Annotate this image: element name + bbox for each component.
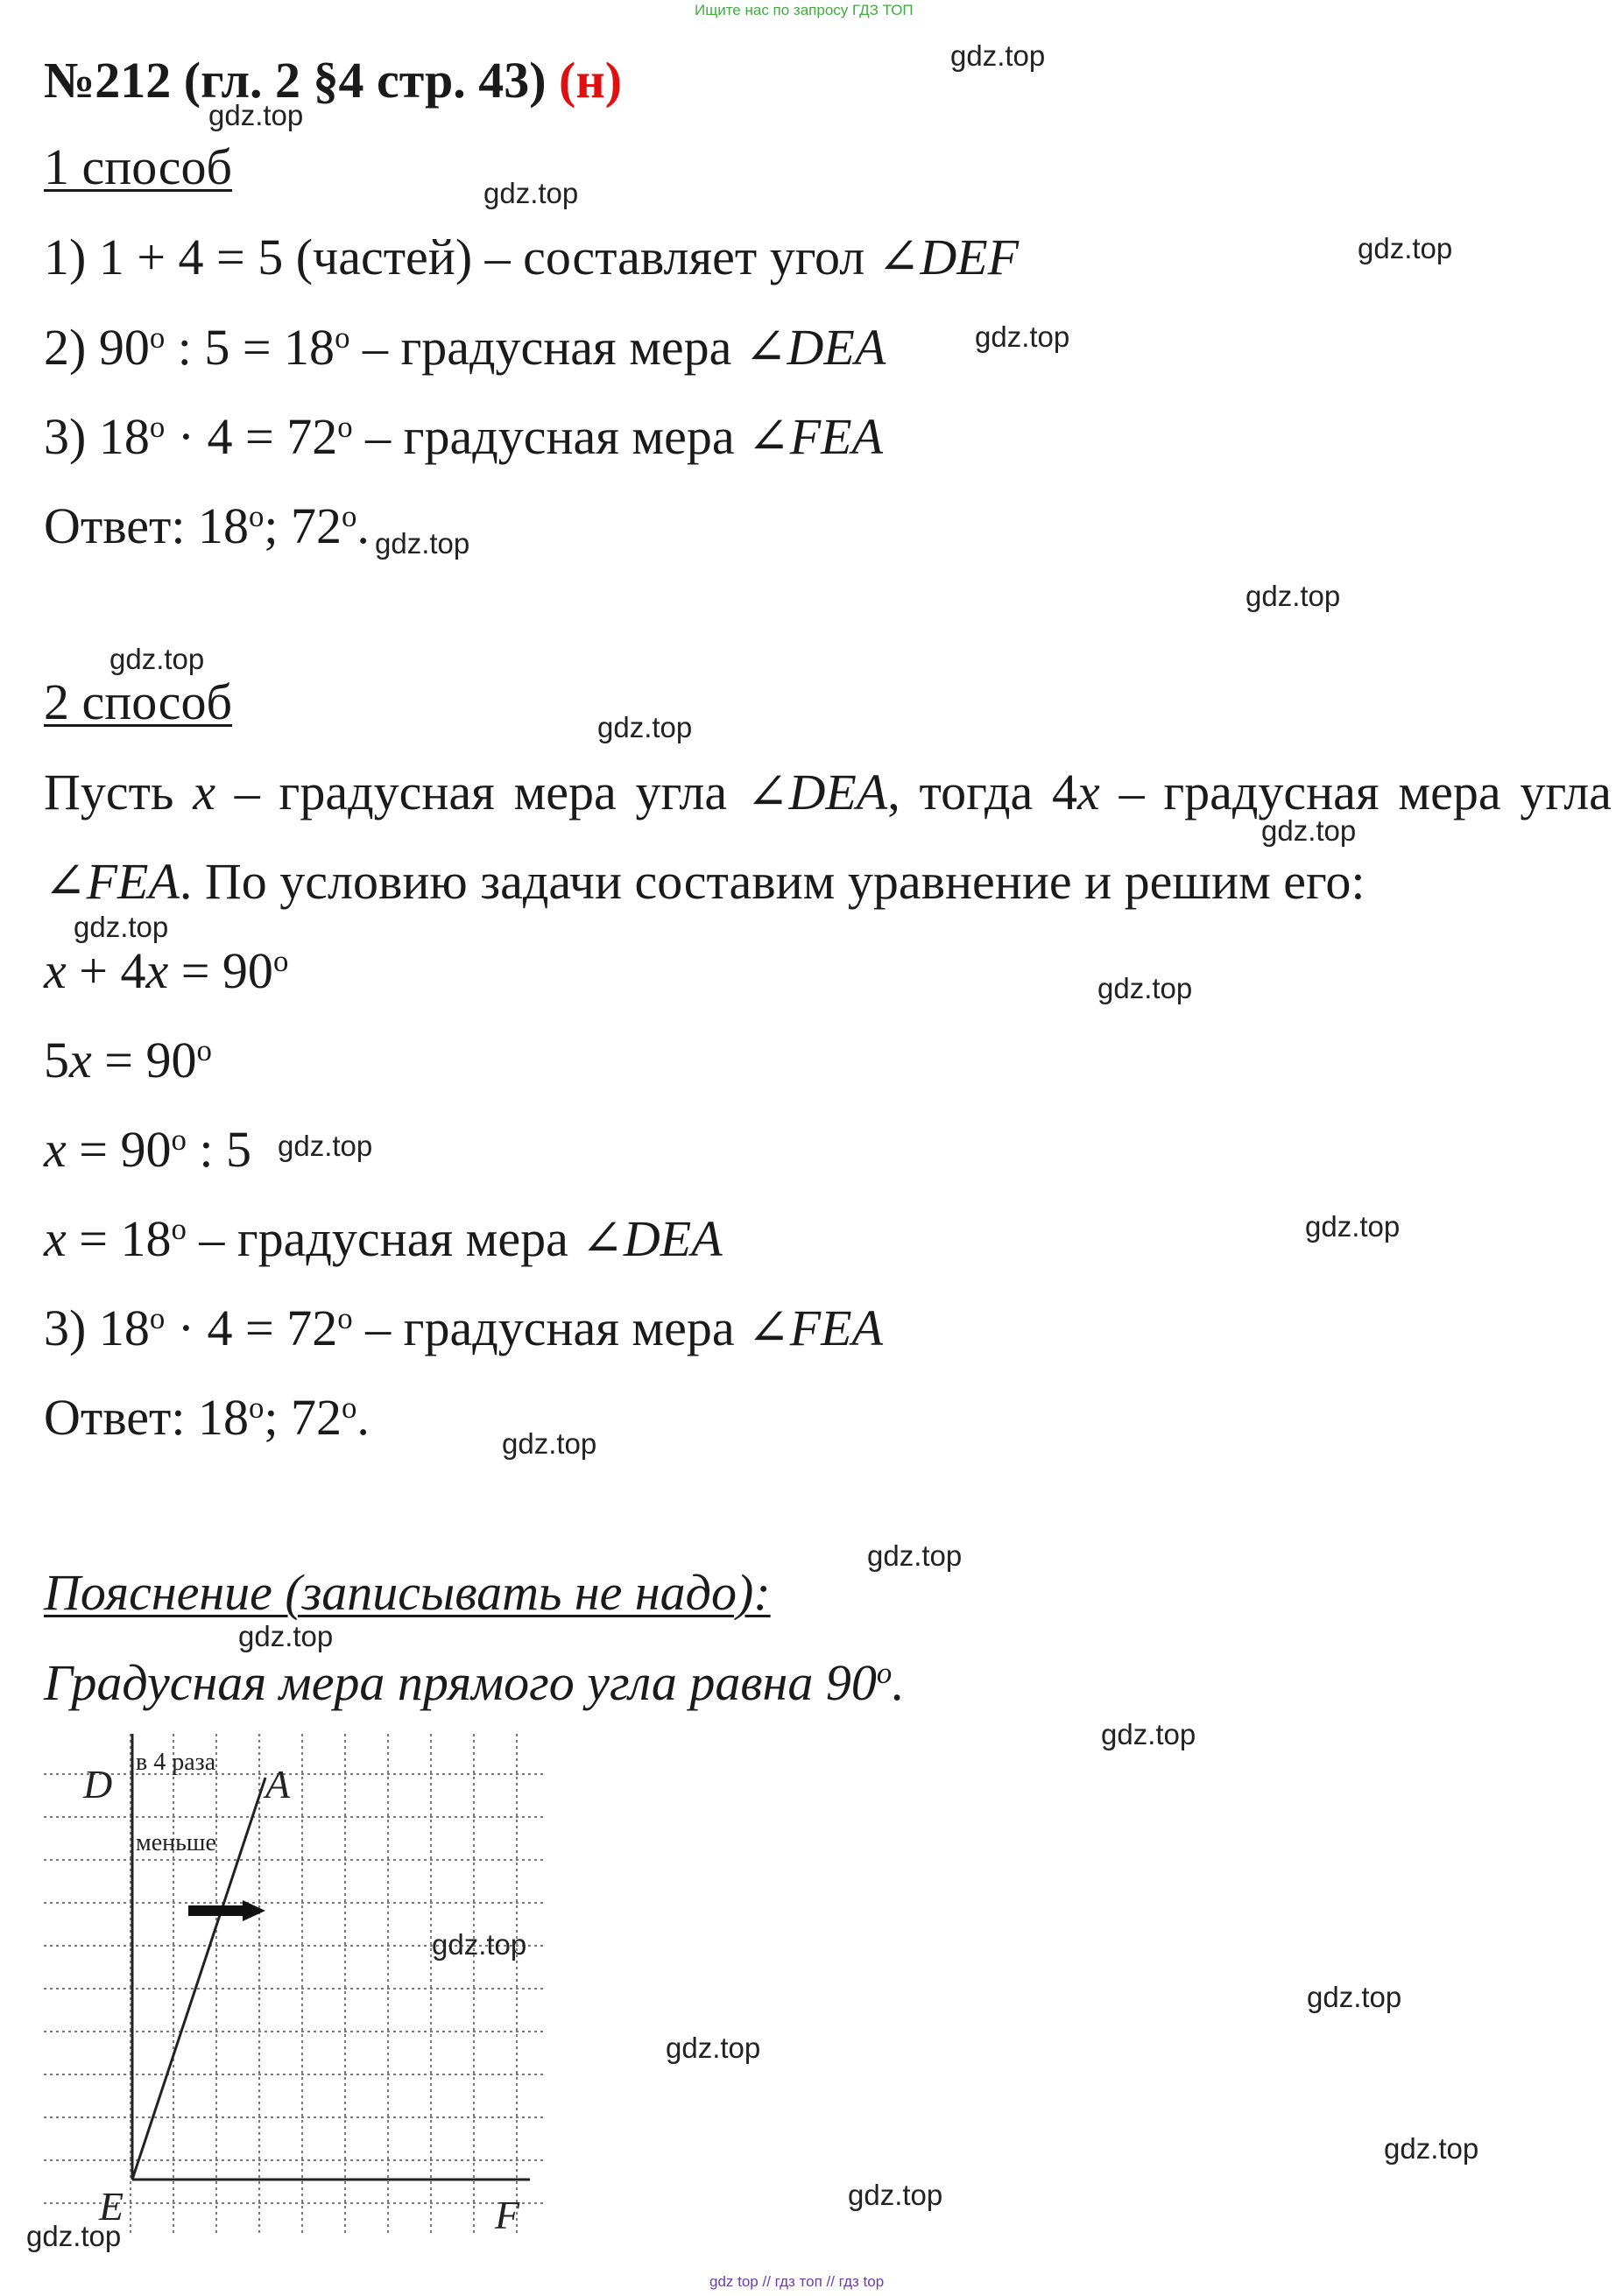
watermark: gdz.top (597, 711, 693, 743)
point-E: E (99, 2184, 124, 2229)
watermark: gdz.top (1305, 1210, 1401, 1243)
paragraph-word: градусная (279, 764, 495, 821)
label-less: меньше (136, 1829, 216, 1856)
point-F: F (495, 2193, 520, 2237)
equation-1: $x + 4x = 90^о$ (44, 942, 289, 999)
equation-2: $5x = 90^о$ (44, 1032, 212, 1088)
watermark: gdz.top (1384, 2132, 1479, 2165)
paragraph-word: мера (513, 764, 617, 821)
method2-title: 2 способ (44, 673, 232, 730)
grid (44, 1734, 543, 2233)
watermark: gdz.top (208, 99, 304, 131)
task-number: №212 (гл. 2 §4 стр. 43) (44, 52, 547, 109)
method2-step3: 3) $18^о \cdot 4 = 72^о$ – градусная мера ∠FEA (44, 1299, 884, 1356)
watermark: gdz.top (238, 1620, 334, 1652)
watermark: gdz.top (1246, 580, 1341, 612)
explanation-title: Пояснение (записывать не надо): (44, 1564, 771, 1621)
method2-paragraph-line2: ∠FEA. По условию задачи составим уравнение и решим его: (44, 853, 1365, 910)
task-heading (44, 51, 622, 109)
label-4-times: в 4 раза (136, 1749, 216, 1776)
point-A: A (265, 1762, 291, 1807)
watermark: gdz.top (1097, 972, 1193, 1004)
method2-paragraph-line1 (44, 764, 1612, 821)
watermark: gdz.top (1101, 1718, 1196, 1750)
method2-answer: Ответ: $18^о$; $72^о$. (44, 1389, 370, 1446)
method1-step3: 3) $18^о \cdot 4 = 72^о$ – градусная мера ∠FEA (44, 408, 884, 465)
paragraph-word: 4x (1052, 764, 1100, 821)
paragraph-word: угла (1520, 764, 1612, 821)
method1-answer: Ответ: $18^о$; $72^о$. (44, 497, 370, 554)
explanation-text: Градусная мера прямого угла равна $90^о$. (44, 1654, 905, 1711)
watermark: gdz.top (502, 1427, 597, 1460)
watermark: gdz.top (1261, 814, 1357, 847)
top-banner[interactable]: Ищите нас по запросу ГДЗ ТОП (695, 2, 914, 18)
paragraph-word: x (193, 764, 215, 821)
paragraph-word: тогда (919, 764, 1034, 821)
watermark: gdz.top (950, 39, 1046, 72)
paragraph-word: мера (1398, 764, 1501, 821)
paragraph-word: градусная (1163, 764, 1380, 821)
watermark: gdz.top (74, 911, 169, 943)
equation-3: $x = 90^о$ : 5 (44, 1121, 251, 1178)
watermark: gdz.top (1358, 232, 1453, 264)
watermark: gdz.top (975, 320, 1070, 353)
watermark: gdz.top (867, 1539, 963, 1572)
watermark: gdz.top (483, 177, 579, 209)
method1-title: 1 способ (44, 138, 232, 195)
point-D: D (83, 1762, 113, 1807)
paragraph-word: угла (635, 764, 728, 821)
paragraph-word: Пусть (44, 764, 174, 821)
paragraph-word: ∠DEA, (745, 764, 900, 821)
watermark: gdz.top (375, 527, 470, 560)
watermark: gdz.top (26, 2220, 122, 2252)
difficulty-mark: (н) (559, 52, 623, 109)
watermark: gdz.top (432, 1928, 527, 1961)
equation-4: $x = 18^о$ – градусная мера ∠DEA (44, 1210, 723, 1267)
paragraph-word: – (1118, 764, 1145, 821)
method1-step1: 1) 1 + 4 = 5 (частей) – составляет угол ∠DEF (44, 229, 1020, 285)
watermark: gdz.top (278, 1130, 373, 1162)
method1-step2: 2) $90^о$ : $5 = 18^о$ – градусная мера ∠DEA (44, 319, 886, 376)
angle-figure (39, 1729, 556, 2242)
watermark: gdz.top (109, 643, 205, 675)
paragraph-word: – (234, 764, 260, 821)
bottom-banner[interactable]: gdz top // гдз топ // гдз top (709, 2273, 885, 2290)
watermark: gdz.top (666, 2032, 761, 2064)
watermark: gdz.top (1307, 1981, 1402, 2013)
watermark: gdz.top (848, 2179, 943, 2211)
